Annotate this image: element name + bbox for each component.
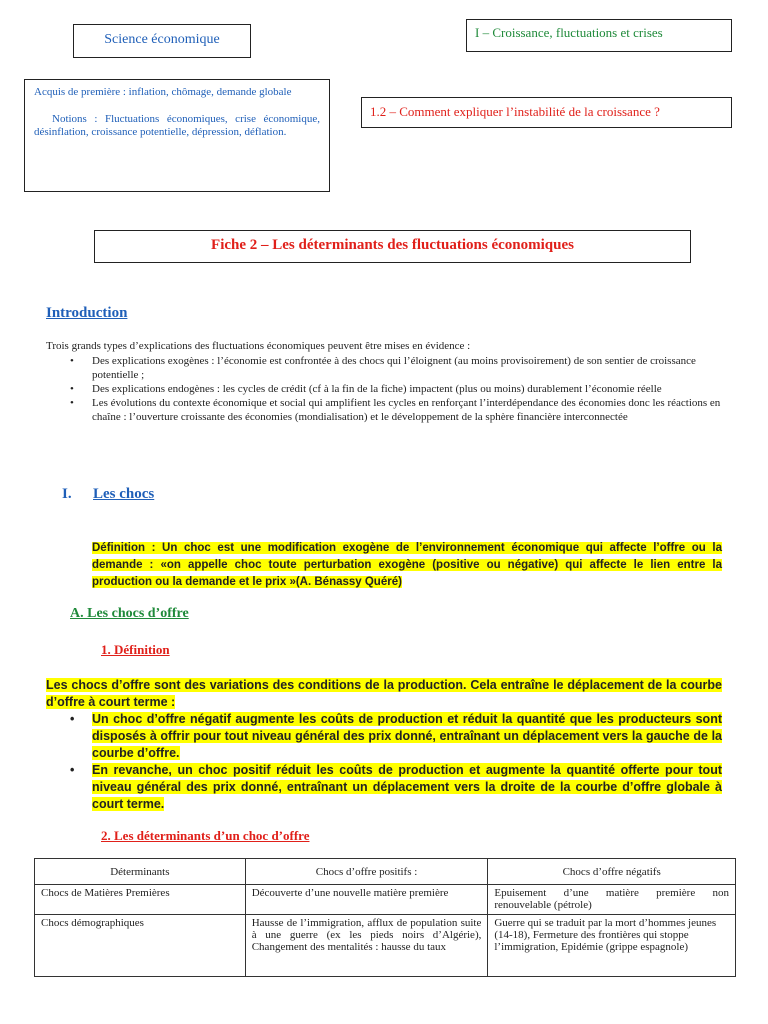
table-cell: Découverte d’une nouvelle matière première — [245, 885, 488, 915]
table-header: Chocs d’offre négatifs — [488, 859, 736, 885]
table-cell: Epuisement d’une matière première non renouvelable (pétrole) — [488, 885, 736, 915]
chapter-title: I – Croissance, fluctuations et crises — [475, 25, 663, 40]
table-cell: Hausse de l’immigration, afflux de population suite à une guerre (ex les pieds noirs d’Algérie), Changement des mentalités : hausse du taux — [245, 915, 488, 977]
offer-list — [92, 711, 722, 813]
table-row — [35, 915, 736, 977]
table-row — [35, 885, 736, 915]
table-cell: Chocs de Matières Premières — [35, 885, 246, 915]
section-numeral: I. — [62, 486, 72, 502]
table-cell: Chocs démographiques — [35, 915, 246, 977]
prerequisites-text: Acquis de première : inflation, chômage, demande globale — [34, 86, 292, 98]
list-item: • Des explications endogènes : les cycles de crédit (cf à la fin de la fiche) impactent (plus ou moins) durablement l’économie réelle — [92, 382, 732, 396]
list-item: • Les évolutions du contexte économique et social qui amplifient les cycles en renforçant l’interdépendance des économies donc les réactions en chaîne : l’ouverture croissante des économies (mondialisation) et le développement de la sphère financière interconnectée — [92, 396, 732, 424]
subject-box — [73, 24, 251, 58]
definition-block — [92, 540, 722, 591]
fiche-title-box — [94, 230, 691, 263]
section-title: Les chocs — [93, 486, 155, 502]
table-cell: Guerre qui se traduit par la mort d’hommes jeunes (14-18), Fermeture des frontières qui stoppe l’immigration, Epidémie (grippe espagnole) — [488, 915, 736, 977]
determinants-table — [34, 858, 736, 977]
subsection-2: 2. Les déterminants d’un choc d’offre — [101, 828, 310, 843]
chapter-box — [466, 19, 732, 52]
notions-text: Notions : Fluctuations économiques, crise économique, désinflation, croissance potentielle, dépression, déflation. — [34, 113, 320, 138]
subject-title: Science économique — [104, 32, 220, 47]
table-header: Déterminants — [35, 859, 246, 885]
list-item: • En revanche, un choc positif réduit les coûts de production et augmente la quantité offerte pour tout niveau général des prix donné, entraînant un déplacement vers la droite de la courbe d’offre globale à court terme. — [92, 762, 722, 813]
subsection-a: A. Les chocs d’offre — [70, 606, 189, 621]
intro-list — [92, 354, 732, 424]
table-header-row — [35, 859, 736, 885]
fiche-title: Fiche 2 – Les déterminants des fluctuations économiques — [211, 237, 574, 253]
question-box — [361, 97, 732, 128]
notions-box — [24, 79, 330, 192]
table-header: Chocs d’offre positifs : — [245, 859, 488, 885]
subsection-1: 1. Définition — [101, 642, 170, 657]
intro-heading: Introduction — [46, 305, 128, 321]
intro-lead: Trois grands types d’explications des fluctuations économiques peuvent être mises en évidence : — [46, 340, 471, 352]
list-item: • Un choc d’offre négatif augmente les coûts de production et réduit la quantité que les producteurs sont disposés à offrir pour tout niveau général des prix donné, entraînant un déplacement vers la gauche de la courbe d’offre. — [92, 711, 722, 762]
definition-text: Définition : Un choc est une modification exogène de l’environnement économique qui affecte l’offre ou la demande : «on appelle choc toute perturbation exogène (positive ou négative) qui affecte le lien entre la production ou la demande et le prix »(A. Bénassy Quéré) — [92, 542, 722, 588]
list-item: • Des explications exogènes : l’économie est confrontée à des chocs qui l’éloignent (au moins provisoirement) de son sentier de croissance potentielle ; — [92, 354, 732, 382]
offer-text: Les chocs d’offre sont des variations des conditions de la production. Cela entraîne le déplacement de la courbe d’offre à court terme : — [46, 678, 722, 709]
question-text: 1.2 – Comment expliquer l’instabilité de la croissance ? — [370, 104, 660, 119]
offer-definition — [46, 677, 722, 711]
